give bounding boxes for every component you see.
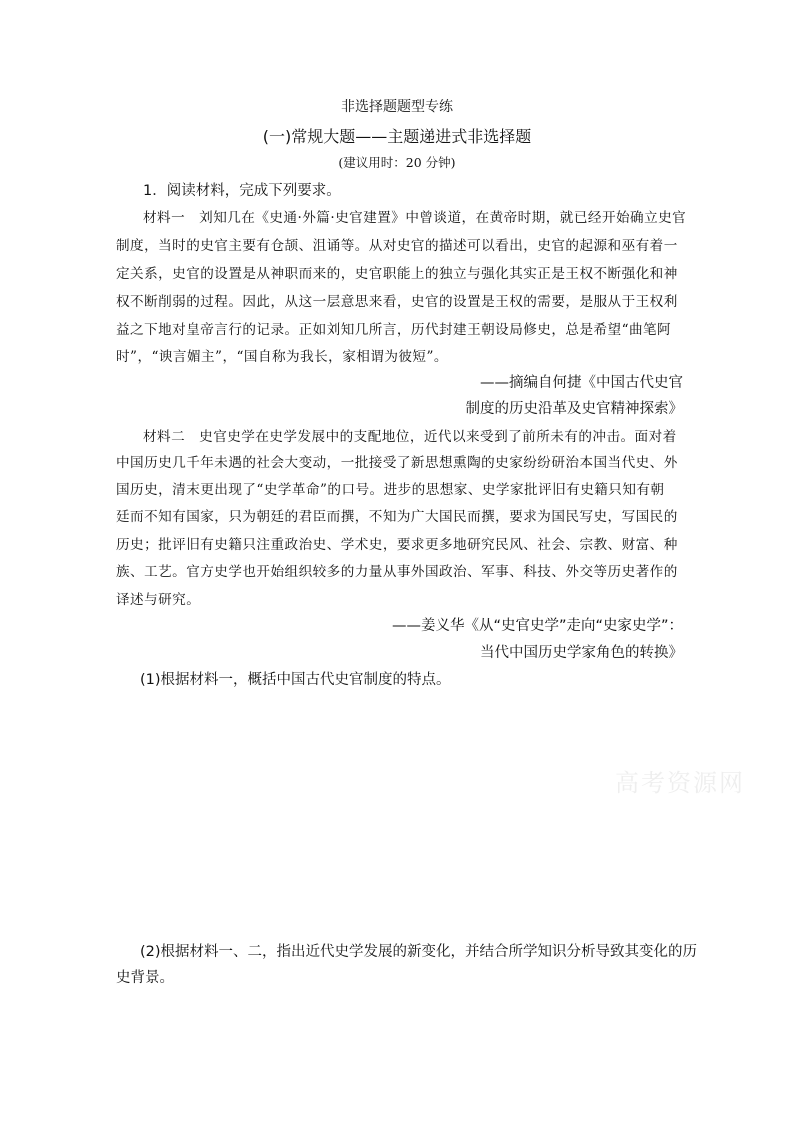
material2-line: 国历史，清末更出现了“史学革命”的口号。进步的思想家、史学家批评旧有史籍只知有朝: [116, 482, 665, 498]
material2-line: 中国历史几千年未遇的社会大变动，一批接受了新思想熏陶的史家纷纷研治本国当代史、外: [116, 455, 678, 471]
material2-line: 历史；批评旧有史籍只注重政治史、学术史，要求更多地研究民风、社会、宗教、财富、种: [116, 537, 678, 553]
sub-question-1: (1)根据材料一，概括中国古代史官制度的特点。: [140, 672, 451, 688]
question-intro: 1．阅读材料，完成下列要求。: [143, 183, 341, 199]
watermark: 高考资源网: [615, 769, 745, 797]
material1-line: 材料一 刘知几在《史通·外篇·史官建置》中曾谈道，在黄帝时期，就已经开始确立史官: [143, 210, 687, 226]
material1-source: 制度的历史沿革及史官精神探索》: [465, 401, 683, 417]
material2-source: 当代中国历史学家角色的转换》: [480, 645, 683, 661]
material1-line: 定关系，史官的设置是从神职而来的，史官职能上的独立与强化其实正是王权不断强化和神: [116, 266, 678, 282]
material1-source: ——摘编自何捷《中国古代史官: [480, 375, 683, 391]
sub-question-2: (2)根据材料一、二，指出近代史学发展的新变化，并结合所学知识分析导致其变化的历: [140, 944, 698, 960]
material2-line: 译述与研究。: [116, 592, 201, 608]
material2-line: 族、工艺。官方史学也开始组织较多的力量从事外国政治、军事、科技、外交等历史著作的: [116, 564, 678, 580]
material1-line: 时”，“谀言媚主”，“国自称为我长，家相谓为彼短”。: [116, 349, 448, 365]
page-title: 非选择题题型专练: [341, 99, 453, 115]
sub-question-2-cont: 史背景。: [116, 970, 174, 986]
section-subtitle: (一)常规大题——主题递进式非选择题: [262, 127, 532, 146]
material1-line: 权不断削弱的过程。因此，从这一层意思来看，史官的设置是王权的需要，是服从于王权利: [116, 294, 678, 310]
material1-line: 制度，当时的史官主要有仓颉、沮诵等。从对史官的描述可以看出，史官的起源和巫有着一: [116, 238, 678, 254]
material2-source: ——姜义华《从“史官史学”走向“史家史学”：: [391, 618, 683, 634]
time-hint: (建议用时：20 分钟): [338, 155, 456, 170]
material2-line: 材料二 史官史学在史学发展中的支配地位，近代以来受到了前所未有的冲击。面对着: [143, 429, 677, 445]
material2-line: 廷而不知有国家，只为朝廷的君臣而撰，不知为广大国民而撰，要求为国民写史，写国民的: [116, 509, 678, 525]
material1-line: 益之下地对皇帝言行的记录。正如刘知几所言，历代封建王朝设局修史，总是希望“曲笔阿: [116, 322, 672, 338]
